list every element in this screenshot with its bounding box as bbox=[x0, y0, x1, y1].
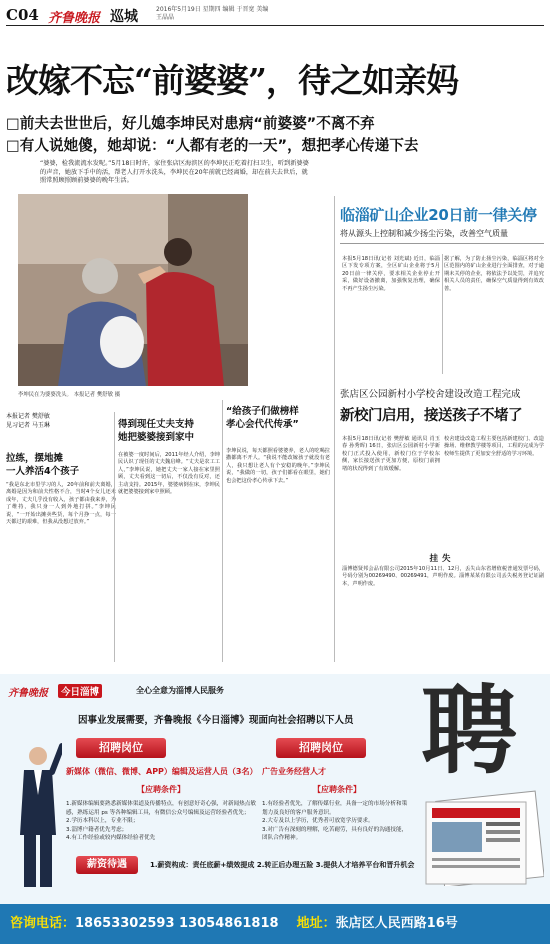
right-article-1-title: 临淄矿山企业20日前一律关停 bbox=[340, 206, 537, 224]
notice-title: 挂失 bbox=[429, 554, 455, 564]
businessman-illustration bbox=[14, 740, 62, 890]
header-meta: 2016年5月19日 星期四 编辑 于晋宽 美编 王晶晶 bbox=[156, 6, 269, 21]
list-item: 3.淄博户籍者优先考虑； bbox=[66, 826, 128, 833]
position-badge-2: 招聘岗位 bbox=[276, 738, 366, 758]
page-number: C04 bbox=[6, 6, 39, 24]
column-divider bbox=[114, 412, 115, 662]
list-item: 2.大专及以上学历，优秀者可放宽学历要求。 bbox=[262, 818, 374, 825]
ad-brand-box: 今日淄博 bbox=[58, 684, 102, 698]
right-article-1-subtitle: 将从源头上控制和减少扬尘污染，改善空气质量 bbox=[340, 229, 508, 238]
column-3-body: 李坤民说，每天都照看婆婆养，老人的吃喝拉撒都离不开人。“我说不能改嫁孩子就没有老人，我只想让老人有个安稳的晚年。”李坤民说，“我做的一切，孩子们都看在眼里，她们也会把这份孝心传承下去。” bbox=[226, 448, 330, 484]
subheadline-2: □有人说她傻，她却说：“人都有老的一天”，想把孝心传递下去 bbox=[6, 137, 419, 154]
column-1-title: 拉练，摆地摊 一人养活4个孩子 bbox=[6, 453, 80, 477]
requirements-list-1 bbox=[66, 800, 256, 843]
ad-intro: 因事业发展需要，齐鲁晚报《今日淄博》现面向社会招聘以下人员 bbox=[78, 715, 354, 726]
newspaper-illustration bbox=[420, 790, 544, 886]
subheadline-1: □前夫去世世后，好儿媳李坤民对患病“前婆婆”不离不弃 bbox=[6, 115, 375, 132]
requirements-list-2 bbox=[262, 800, 412, 843]
position-badge-1: 招聘岗位 bbox=[76, 738, 166, 758]
column-2-body: 在被婆一度时间后，2011年经人介绍，李坤民认识了现任的丈夫魏启峰。“丈夫是农工工人，”李坤民说，她把丈夫一家人接在家里照顾，丈夫看到这一切后，不仅没有反对，还主动支持。2015年，婆婆病倒在床，李坤民就把婆婆接到家中照顾。 bbox=[118, 452, 220, 496]
notice-body: 淄博德贤邦会品有限公司2015年10月11日、12月，丢失山东省增值税普通发票号码，号码分别为00269490、00269491，声明作废。淄博某某有限公司丢失税务登记证副本，声明作废。 bbox=[342, 566, 544, 587]
article-photo bbox=[18, 194, 248, 386]
list-item: 1.有经验者优先，了解传媒行业，具备一定的市场分析和策划力及良好的客户服务意识。 bbox=[262, 801, 408, 816]
right-article-2-label: 张店区公园新村小学校舍建设改造工程完成 bbox=[340, 389, 521, 400]
section-name: 巡城 bbox=[110, 9, 138, 25]
right-article-1-body-2: 据了解，为了防止扬尘污染，临淄区将对全区范围内的矿山企业进行全面排查，对于逾期未关停的企业，将依法予以处罚，并追究相关人员的责任，确保空气质量得到有效改善。 bbox=[444, 256, 544, 292]
byline: 本报记者 樊舒敏 见习记者 马玉琳 bbox=[6, 413, 50, 429]
article-deck: “婆婆，检我流流水发呢。”5月18日时许，家住张店区海滨区的李坤民正吃着打扫卫生，听到新婆婆的声音，她放下手中的活，帮老人打开水洗头，李坤民在20年前就已经离婚，却在前夫去世后，就照常照顾照顾前婆婆的晚年生活。 bbox=[40, 160, 309, 184]
address-label: 地址： bbox=[296, 916, 336, 931]
main-headline: 改嫁不忘“前婆婆”，待之如亲妈 bbox=[6, 61, 458, 100]
photo-illustration bbox=[18, 194, 248, 386]
column-3-title: “给孩子们做榜样 孝心会代代传承” bbox=[226, 406, 299, 430]
requirements-label-2: 【应聘条件】 bbox=[313, 785, 361, 794]
column-divider bbox=[222, 400, 223, 662]
requirements-label-1: 【应聘条件】 bbox=[137, 785, 185, 794]
salary-details: 1.薪资构成：责任底薪+绩效提成 2.转正后办理五险 3.提供人才培养平台和晋升机会 bbox=[150, 861, 415, 869]
contact-info bbox=[10, 912, 550, 931]
position-1-title: 新媒体（微信、微博、APP）编辑及运营人员（3名） bbox=[66, 767, 258, 776]
list-item: 4.有工作经验或较内媒体经验者优先 bbox=[66, 835, 156, 842]
list-item: 3.对广告有深刻的理解，吃苦耐劳，具有良好的沟通技能，团队合作精神。 bbox=[262, 826, 408, 842]
page-header bbox=[6, 4, 544, 26]
contact-phones: 18653302593 13054861818 bbox=[75, 916, 279, 931]
right-article-1-body-1: 本报5月18日讯(记者 刘光斌) 近日，临淄区下发专项方案，全区矿山企业将于5月20日前一律关停，要求相关企业停止开采，做好设备撤离，加强恢复治理，确保不再产生扬尘污染。 bbox=[342, 256, 440, 292]
column-2-title: 得到现任丈夫支持 她把婆婆接到家中 bbox=[118, 419, 195, 443]
list-item: 1.新媒体编辑要熟悉新媒体渠道及传播特点，有创意好奇心强，对新闻热点敏感，熟练运用 ps 等各种编辑工具，有微信公众号编辑及运营经验者优先； bbox=[66, 801, 256, 816]
right-article-2-body-1: 本报5月18日讯(记者 樊舒敏 通讯员 肖玉春 孙秀晖) 16日，张店区公园新村小学新校门正式投入使用，新校门位于学校东侧，家长接送孩子更加方便，原校门前拥堵的状况得到了有效缓解。 bbox=[342, 436, 440, 472]
contact-label: 咨询电话： bbox=[10, 916, 76, 931]
right-article-2-body-2: 校舍建设改造工程主要包括新建校门、改造操场、维修教学楼等项目，工程的完成为学校师生提供了更加安全舒适的学习环境。 bbox=[444, 436, 544, 457]
right-article-2-title: 新校门启用，接送孩子不堵了 bbox=[340, 408, 522, 424]
ad-big-character: 聘 bbox=[421, 674, 517, 787]
ad-slogan: 全心全意为淄博人民服务 bbox=[136, 686, 224, 695]
column-1-body: “我是东北市里学习的人，20年前和前夫离婚，离婚是因为和前夫性格不合，当时4个女儿还未成年，丈夫几乎没有收入，孩子都由我来养，为了维持，我只身一人到外地打拼。”李坤民说，“一开始出摊卖些货，每个月挣一点，每一天都过的艰难，但我从没想过放弃。” bbox=[6, 482, 116, 526]
column-divider bbox=[442, 254, 443, 374]
position-2-title: 广告业务经营人才 bbox=[262, 767, 326, 776]
photo-caption: 李坤民在为婆婆洗头。 本报记者 樊舒敏 摄 bbox=[18, 392, 121, 398]
divider bbox=[340, 243, 544, 244]
column-divider bbox=[334, 196, 335, 662]
address: 张店区人民西路16号 bbox=[335, 916, 458, 931]
list-item: 2.学历本科以上，专业不限； bbox=[66, 818, 139, 825]
salary-badge: 薪资待遇 bbox=[76, 856, 138, 874]
ad-brand-name: 齐鲁晚报 bbox=[8, 688, 48, 699]
brand-logo: 齐鲁晚报 bbox=[48, 11, 101, 26]
